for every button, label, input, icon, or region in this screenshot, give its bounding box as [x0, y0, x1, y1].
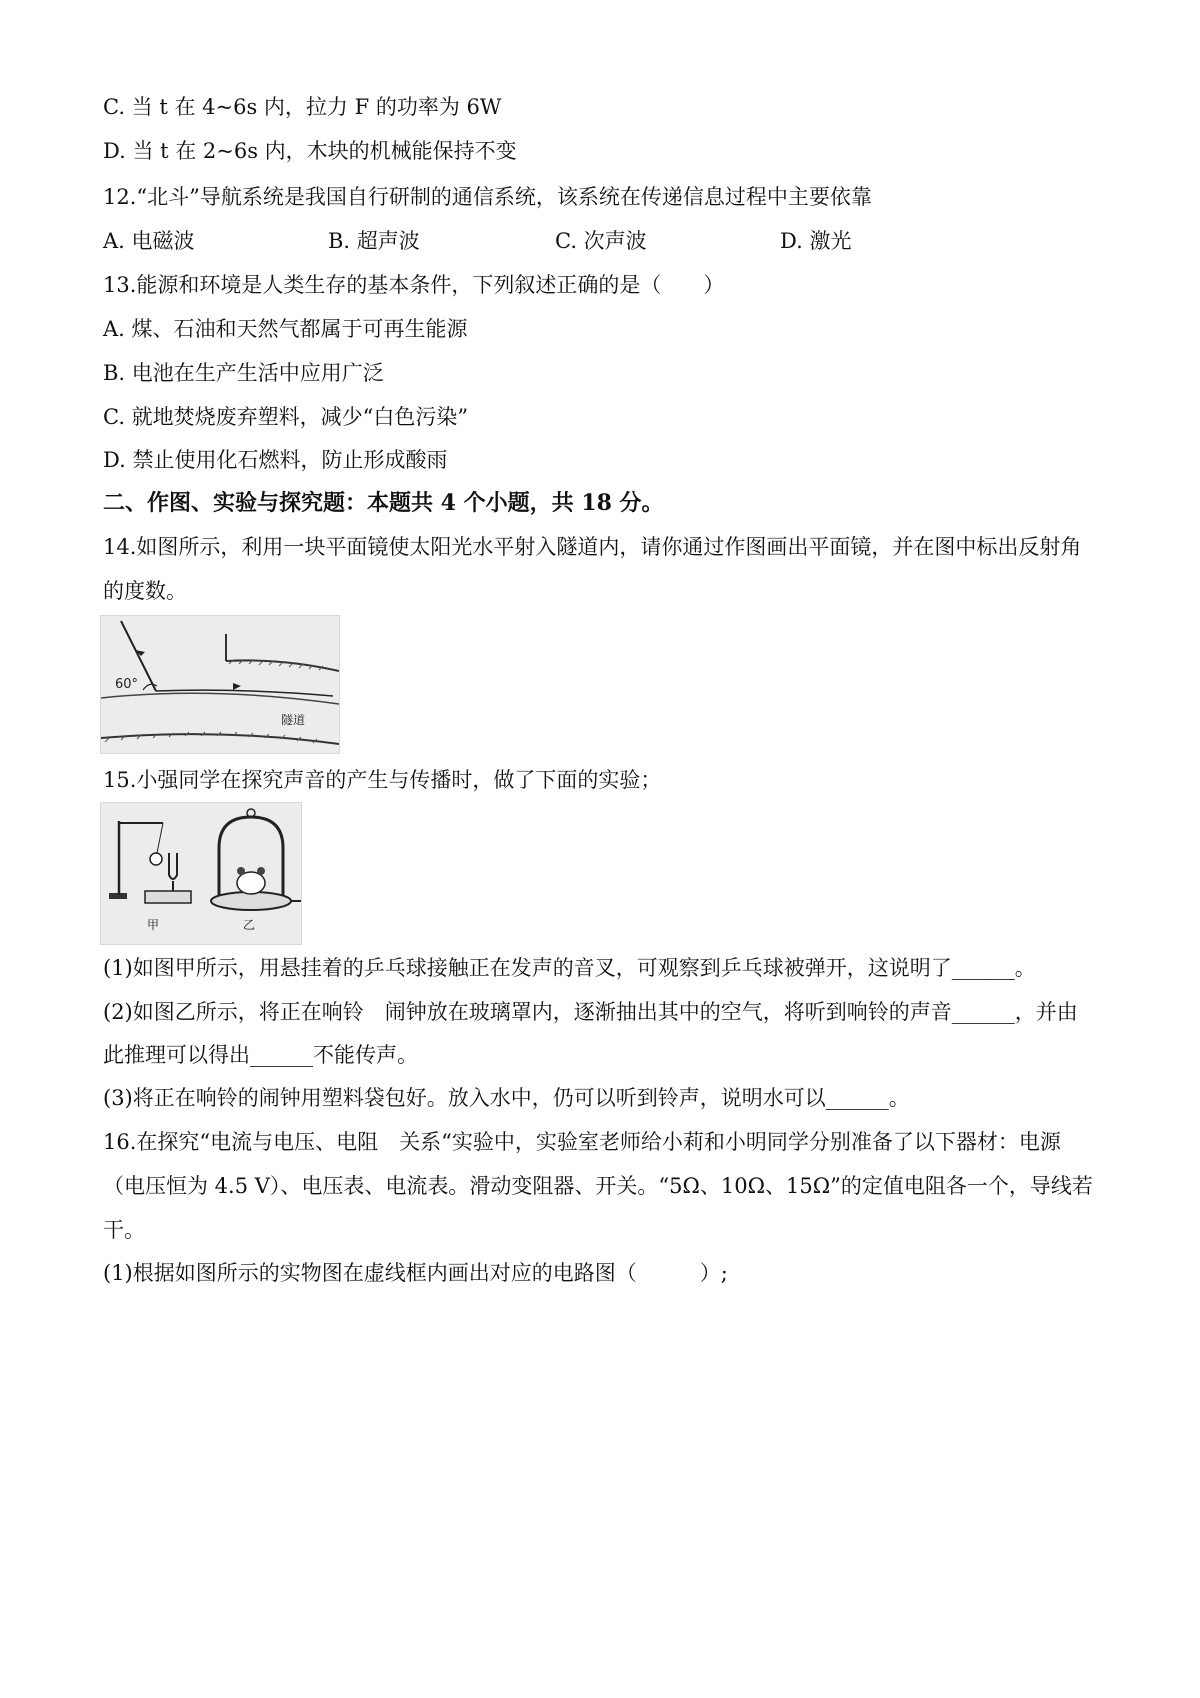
label-yi: 乙: [243, 918, 256, 932]
q16-line-2: （电压恒为 4.5 V）、电压表、电流表。滑动变阻器、开关。“5Ω、10Ω、15Ω”的定值电阻各一个，导线若: [103, 1174, 1093, 1198]
q15-part-2-line-2: 此推理可以得出______不能传声。: [103, 1043, 418, 1067]
ping-pong-ball: [150, 853, 162, 865]
q11-option-d: D. 当 t 在 2~6s 内，木块的机械能保持不变: [103, 139, 517, 163]
q15-part-3: (3)将正在响铃的闹钟用塑料袋包好。放入水中，仍可以听到铃声，说明水可以______。: [103, 1086, 910, 1110]
q14-figure: [100, 615, 340, 754]
q13-option-a: A. 煤、石油和天然气都属于可再生能源: [103, 317, 468, 341]
q12-option-c: C. 次声波: [555, 229, 647, 253]
q12-option-a: A. 电磁波: [103, 229, 195, 253]
q16-part-1: (1)根据如图所示的实物图在虚线框内画出对应的电路图（ ）;: [103, 1261, 728, 1285]
clock-bell-right: [257, 867, 265, 875]
q11-option-c: C. 当 t 在 4~6s 内，拉力 F 的功率为 6W: [103, 95, 502, 119]
angle-label: 60°: [115, 677, 139, 692]
q14-line-1: 14.如图所示，利用一块平面镜使太阳光水平射入隧道内，请你通过作图画出平面镜，并在图中标出反射角: [103, 535, 1082, 559]
q12-option-d: D. 激光: [780, 229, 852, 253]
clock-bell-left: [237, 867, 245, 875]
q13-option-c: C. 就地焚烧废弃塑料，减少“白色污染”: [103, 405, 469, 429]
q16-line-1: 16.在探究“电流与电压、电阻 关系“实验中，实验室老师给小莉和小明同学分别准备了以下器材：电源: [103, 1130, 1061, 1154]
resonance-box: [145, 891, 191, 903]
q15-part-2-line-1: (2)如图乙所示，将正在响铃 闹钟放在玻璃罩内，逐渐抽出其中的空气，将听到响铃的声音______，并由: [103, 1000, 1078, 1024]
label-jia: 甲: [147, 918, 160, 932]
q13-option-d: D. 禁止使用化石燃料，防止形成酸雨: [103, 448, 448, 472]
q16-line-3: 干。: [103, 1218, 145, 1242]
q15-figure: [100, 802, 302, 945]
alarm-clock: [237, 872, 265, 894]
q12-stem: 12.“北斗”导航系统是我国自行研制的通信系统，该系统在传递信息过程中主要依靠: [103, 185, 872, 209]
q15-part-1: (1)如图甲所示，用悬挂着的乒乓球接触正在发声的音叉，可观察到乒乓球被弹开，这说明了______。: [103, 956, 1036, 980]
q13-option-b: B. 电池在生产生活中应用广泛: [103, 361, 384, 385]
q14-line-2: 的度数。: [103, 579, 187, 603]
sound-experiment-diagram: [101, 803, 301, 944]
tunnel-label: 隧道: [281, 713, 306, 727]
q12-option-b: B. 超声波: [328, 229, 420, 253]
q13-stem: 13.能源和环境是人类生存的基本条件，下列叙述正确的是（ ）: [103, 273, 725, 297]
q15-stem: 15.小强同学在探究声音的产生与传播时，做了下面的实验；: [103, 768, 662, 792]
section-heading: 二、作图、实验与探究题：本题共 4 个小题，共 18 分。: [103, 490, 664, 516]
tunnel-diagram: [101, 616, 339, 753]
